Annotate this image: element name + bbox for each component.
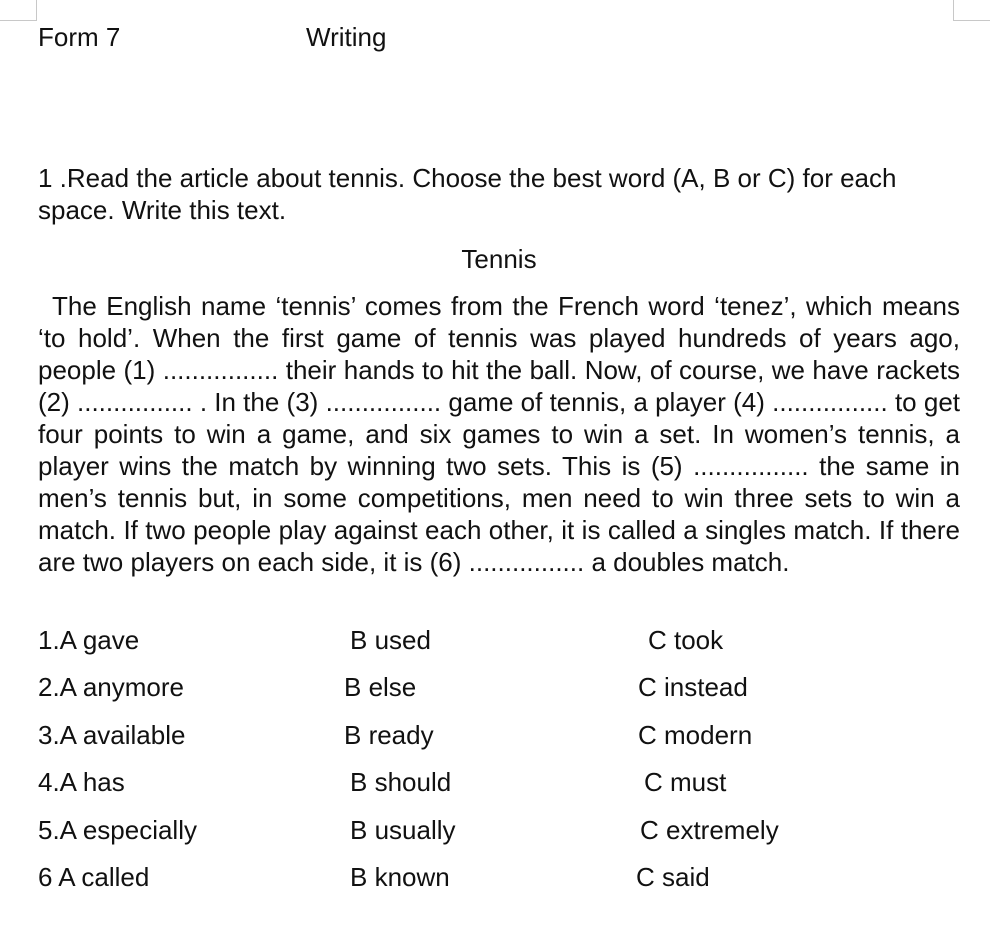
blank-2: ................ (77, 387, 193, 417)
article-title: Tennis (461, 244, 537, 274)
option-b: B known (350, 862, 450, 892)
option-a: 2.A anymore (38, 672, 184, 702)
option-row-3 (0, 715, 990, 755)
option-c: C took (648, 625, 724, 655)
article-text: their hands to hit the ball. Now, of course, we have rackets (2) (38, 355, 960, 417)
option-row-5 (0, 810, 990, 850)
task-instruction: 1 .Read the article about tennis. Choose the best word (A, B or C) for each space. Write this text. (38, 163, 897, 225)
option-a: 3.A available (38, 720, 186, 750)
option-row-1 (0, 620, 990, 660)
option-b: B should (350, 767, 452, 797)
option-b: B usually (350, 815, 456, 845)
page-corner-mark-right (953, 0, 990, 21)
option-b: B used (350, 625, 431, 655)
option-c: C instead (638, 672, 748, 702)
article-text: a doubles match. (584, 547, 790, 577)
article-text: The English name ‘tennis’ comes from the French word ‘tenez’, which means ‘to hold’. When the first game of tennis was played hundreds of years ago, people (1) (38, 291, 960, 385)
subject-label: Writing (306, 22, 387, 52)
article-text: game of tennis, a player (4) (441, 387, 773, 417)
blank-3: ................ (325, 387, 442, 417)
article-text: . In the (3) (192, 387, 326, 417)
option-b: B else (344, 672, 417, 702)
article-text: the same in men’s tennis but, in some competitions, men need to win three sets to win a match. If two people play against each other, it is called a singles match. If there are two players on each side, it is (6) (38, 451, 960, 577)
blank-1: ................ (162, 355, 279, 385)
blank-5: ................ (693, 451, 809, 481)
option-row-2 (0, 667, 990, 707)
option-a: 1.A gave (38, 625, 140, 655)
blank-6: ................ (468, 547, 585, 577)
option-a: 5.A especially (38, 815, 197, 845)
option-b: B ready (344, 720, 434, 750)
article-body (38, 290, 960, 578)
page-corner-mark-left (0, 0, 37, 21)
option-a: 6 A called (38, 862, 150, 892)
option-c: C must (644, 767, 727, 797)
option-c: C modern (638, 720, 753, 750)
article-text: to get four points to win a game, and six games to win a set. In women’s tennis, a player wins the match by winning two sets. This is (5) (38, 387, 961, 481)
option-row-6 (0, 857, 990, 897)
form-label: Form 7 (38, 22, 121, 52)
option-a: 4.A has (38, 767, 125, 797)
option-c: C extremely (640, 815, 779, 845)
option-c: C said (636, 862, 710, 892)
option-row-4 (0, 762, 990, 802)
blank-4: ................ (772, 387, 888, 417)
